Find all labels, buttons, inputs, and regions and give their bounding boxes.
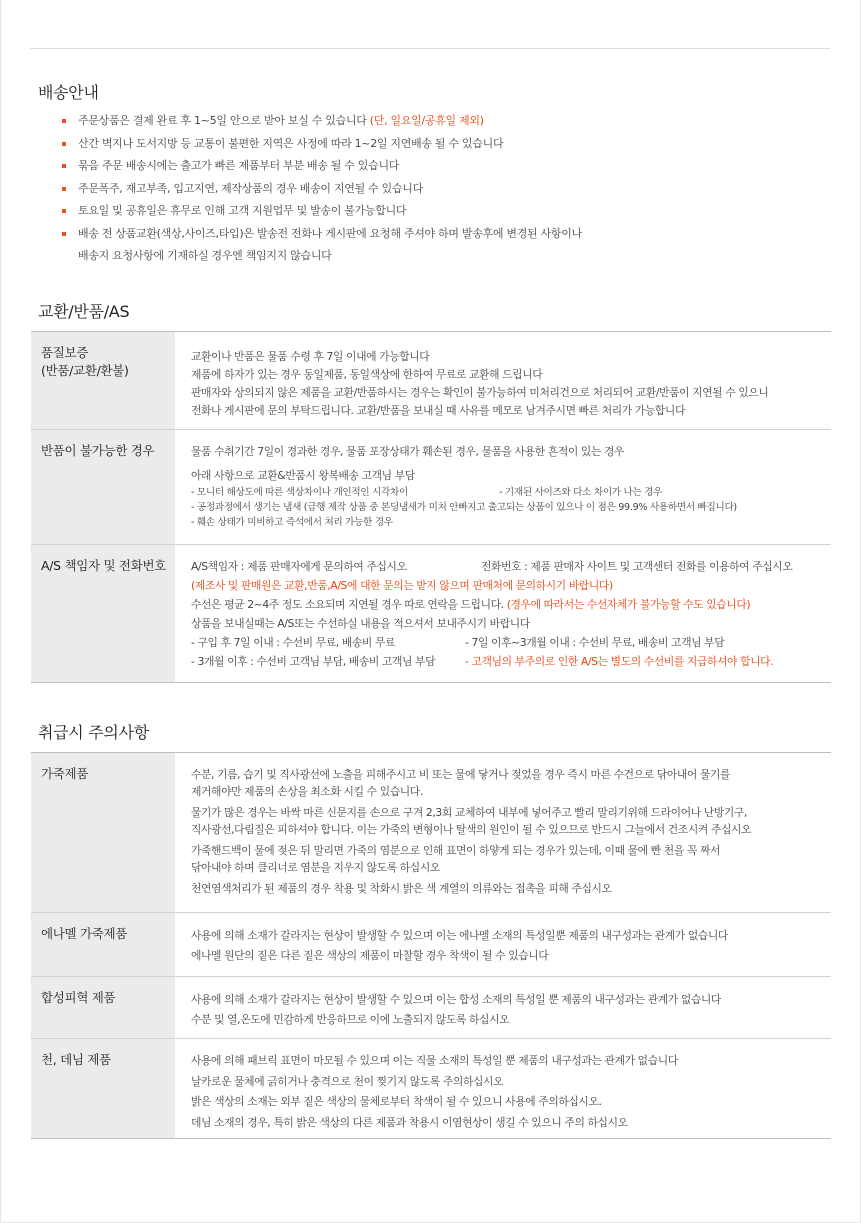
row-header: 합성피혁 제품	[31, 977, 175, 1038]
shipping-title: 배송안내	[38, 83, 99, 102]
bullet-icon	[62, 209, 66, 213]
row-body: 물품 수취기간 7일이 경과한 경우, 물품 포장상태가 훼손된 경우, 물품을 사용한 흔적이 있는 경우 아래 사항으로 교환&반품시 왕복배송 고객님 부담 - 모니터 해상도에 따른 색상차이나 개인적인 시각차이 - 기재된 사이즈와 다소 차이가 나는 경우 - 공정과정에서 생기는 냄새 (급행 제작 상품 중 본딩냄새가 미처 안빠지고 출고되는 상품이 있으나 이 점은 99.9% 사용하면서 빠집니다) - 훼손 상태가 미비하고 즉석에서 처리 가능한 경우	[191, 445, 737, 528]
exchange-title: 교환/반품/AS	[38, 302, 130, 321]
row-body: 사용에 의해 소재가 갈라지는 현상이 발생할 수 있으며 이는 에나멜 소재의 특성일뿐 제품의 내구성과는 관계가 없습니다 에나멜 원단의 짙은 다른 짙은 색상의 제품이 마찰할 경우 착색이 될 수 있습니다	[191, 929, 728, 962]
bullet-icon	[62, 232, 66, 236]
exchange-table	[31, 331, 831, 683]
list-item: 배송 전 상품교환(색상,사이즈,타입)은 발송전 전화나 게시판에 요청해 주셔야 하며 발송후에 변경된 사항이나	[64, 223, 824, 246]
bullet-icon	[62, 142, 66, 146]
table-row	[31, 332, 831, 430]
list-item: 주문폭주, 재고부족, 입고지연, 제작상품의 경우 배송이 지연될 수 있습니다	[64, 178, 824, 201]
list-item: 토요일 및 공휴일은 휴무로 인해 고객 지원업무 및 발송이 불가능합니다	[64, 200, 824, 223]
row-header: 천, 데님 제품	[31, 1039, 175, 1138]
care-title: 취급시 주의사항	[38, 723, 149, 742]
table-row	[31, 753, 831, 913]
row-header: 가죽제품	[31, 753, 175, 912]
row-body: 교환이나 반품은 물품 수령 후 7일 이내에 가능합니다 제품에 하자가 있는 경우 동일제품, 동일색상에 한하여 무료로 교환해 드립니다 판매자와 상의되지 않은 제품을 교환/반품하시는 경우는 확인이 불가능하여 미처리건으로 처리되어 교환/반품이 지연될 수 있으니 전화나 게시판에 문의 부탁드립니다. 교환/반품을 보내실 때 사유를 메모로 남겨주시면 빠른 처리가 가능합니다	[191, 350, 769, 417]
table-row	[31, 977, 831, 1039]
row-header: 품질보증 (반품/교환/환불)	[31, 332, 175, 429]
list-item: 묶음 주문 배송시에는 출고가 빠른 제품부터 부분 배송 될 수 있습니다	[64, 155, 824, 178]
shipping-list	[64, 110, 824, 268]
table-row	[31, 913, 831, 977]
bullet-icon	[62, 164, 66, 168]
care-table	[31, 752, 831, 1139]
row-header: A/S 책임자 및 전화번호	[31, 545, 175, 682]
list-item: 산간 벽지나 도서지방 등 교통이 불편한 지역은 사정에 따라 1~2일 지연배송 될 수 있습니다	[64, 133, 824, 156]
list-item: 주문상품은 결제 완료 후 1~5일 안으로 받아 보실 수 있습니다 (단, 일요일/공휴일 제외)	[64, 110, 824, 133]
row-header: 에나멜 가죽제품	[31, 913, 175, 976]
table-row	[31, 1039, 831, 1138]
row-header: 반품이 불가능한 경우	[31, 430, 175, 544]
table-row	[31, 545, 831, 682]
row-body: 사용에 의해 패브릭 표면이 마모될 수 있으며 이는 직물 소재의 특성일 뿐 제품의 내구성과는 관계가 없습니다 날카로운 물체에 긁히거나 충격으로 천이 찢기지 않도록 주의하십시오 밝은 색상의 소재는 외부 짙은 색상의 물체로부터 착색이 될 수 있으니 사용에 주의하십시오. 데님 소재의 경우, 특히 밝은 색상의 다른 제품과 착용시 이염현상이 생길 수 있으니 주의 하십시오	[191, 1054, 678, 1129]
top-divider	[30, 48, 830, 49]
row-body: 사용에 의해 소재가 갈라지는 현상이 발생할 수 있으며 이는 합성 소재의 특성일 뿐 제품의 내구성과는 관계가 없습니다 수분 및 열,온도에 민감하게 반응하므로 이에 노출되지 않도록 하십시오	[191, 993, 721, 1026]
row-body: 수분, 기름, 습기 및 직사광선에 노출을 피해주시고 비 또는 물에 닿거나 젖었을 경우 즉시 마른 수건으로 닦아내어 물기를 제거해야만 제품의 손상을 최소화 시킬 수 있습니다. 물기가 많은 경우는 바싹 마른 신문지를 손으로 구겨 2,3회 교체하여 내부에 넣어주고 빨리 말리기위해 드라이어나 난방기구, 직사광선,다림질은 피하셔야 합니다. 이는 가죽의 변형이나 탈색의 원인이 될 수 있으므로 반드시 그늘에서 건조시켜 주십시오 가죽핸드백이 물에 젖은 뒤 말리면 가죽의 염분으로 인해 표면이 하얗게 되는 경우가 있는데, 이때 물에 빤 천을 꼭 짜서 닦아내야 하며 클리너로 염분을 지우지 않도록 하십시오 천연염색처리가 된 제품의 경우 착용 및 착화시 밝은 색 계열의 의류와는 접촉을 피해 주십시오	[191, 768, 752, 895]
bullet-icon	[62, 187, 66, 191]
list-item-continuation: 배송지 요청사항에 기재하실 경우엔 책임지지 않습니다	[78, 249, 332, 262]
row-body: A/S책임자 : 제품 판매자에게 문의하여 주십시오 전화번호 : 제품 판매자 사이트 및 고객센터 전화를 이용하여 주십시오 (제조사 및 판매원은 교환,반품,A/S에 대한 문의는 받지 않으며 판매처에 문의하시기 바랍니다) 수선은 평균 2~4주 정도 소요되며 지연될 경우 따로 연락을 드립니다. (경우에 따라서는 수선자체가 불가능할 수도 있습니다) 상품을 보내실때는 A/S또는 수선하실 내용을 적으셔서 보내주시기 바랍니다 - 구입 후 7일 이내 : 수선비 무료, 배송비 무료 - 7일 이후~3개월 이내 : 수선비 무료, 배송비 고객님 부담 - 3개월 이후 : 수선비 고객님 부담, 배송비 고객님 부담 - 고객님의 부주의로 인한 A/S는 별도의 수선비를 지급하셔야 합니다.	[191, 560, 793, 668]
bullet-icon	[62, 119, 66, 123]
table-row	[31, 430, 831, 545]
